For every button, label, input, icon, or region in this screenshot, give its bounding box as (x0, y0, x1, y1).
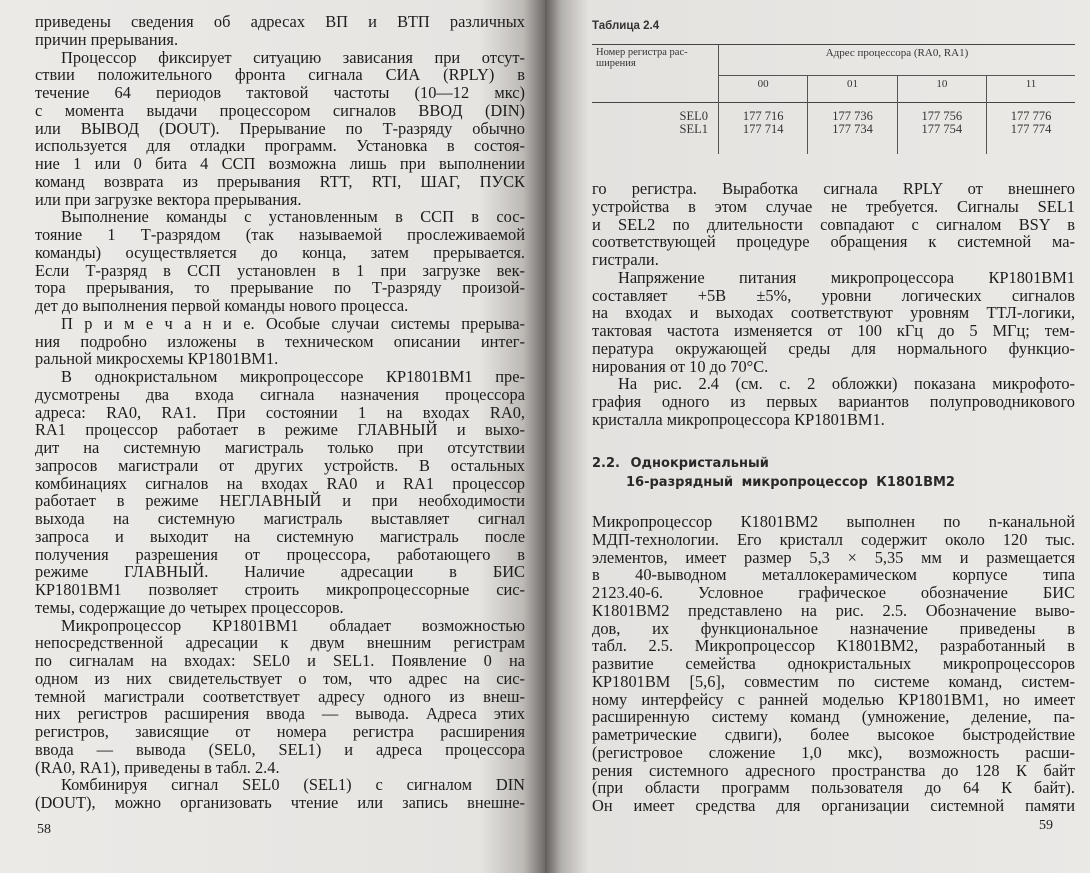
cell-value: 177 754 (921, 122, 963, 136)
right-page-text-bottom (592, 513, 1075, 815)
text-line: режиме ГЛАВНЫЙ. Наличие адресации в БИС (35, 562, 525, 582)
left-page-text (35, 13, 525, 812)
text-line: составляет +5В ±5%, уровни логических сигналов (592, 285, 1075, 305)
text-line: получения разрешения от процессора, работающего в (35, 544, 525, 564)
group-header: Адрес процессора (RA0, RA1) (719, 45, 1076, 76)
section-title-line2: 16-разрядный микропроцессор К1801ВМ2 (626, 475, 955, 490)
text-line: них регистров расширения ввода — вывода. Адреса этих (35, 704, 525, 724)
text-line: элементов, имеет размер 5,3 × 5,35 мм и размещается (592, 547, 1075, 567)
text-line: устройства в этом случае не требуется. Сигналы SEL1 (592, 196, 1075, 216)
text-line: пература окружающей среды для нормального функцио- (592, 338, 1075, 358)
text-line: Микропроцессор КР1801ВМ1 обладает возможностью (61, 615, 525, 635)
text-line: ние 1 или 0 бита 4 ССП возможна лишь при выполнении (35, 154, 525, 173)
text-line: комбинациях сигналов на входах RA0 и RA1 процессор (35, 473, 525, 493)
text-line: графия одного из первых вариантов полупроводникового (592, 392, 1075, 411)
table-cell (897, 103, 986, 155)
text-line: (при области программ пользователя до 64 К байт). (592, 778, 1075, 798)
cell-value: 177 716 (742, 109, 784, 123)
text-line: или при загрузке вектора прерывания. (35, 189, 302, 209)
text-line: В однокристальном микропроцессоре КР1801ВМ1 пре- (61, 367, 525, 386)
text-line: адреса: RA0, RA1. При состоянии 1 на входах RA0, (35, 402, 525, 422)
table-body-row (592, 103, 1075, 155)
cell-value: 177 774 (1010, 122, 1052, 136)
text-line: дит на системную магистраль только при отсутствии (35, 438, 525, 457)
text-line: (RA0, RA1), приведены в табл. 2.4. (35, 757, 280, 777)
text-line: кристалла микропроцессора КР1801ВМ1. (592, 409, 885, 429)
text-line: выхода на системную магистраль выставляет сигнал (35, 509, 525, 528)
text-line: рения системного адресного пространства до 128 К байт (592, 760, 1075, 780)
text-line: Выполнение команды с установленным в ССП в сос- (61, 207, 525, 227)
text-line: развитие семейства однокристальных микропроцессоров (592, 654, 1075, 673)
column-header: 10 (897, 76, 986, 103)
column-header: 01 (808, 76, 897, 103)
text-line: КР1801ВМ1 позволяет строить микропроцессорные сис- (35, 580, 525, 599)
table-2-4 (592, 20, 1077, 154)
page-number-left: 58 (37, 822, 51, 837)
column-header: 00 (719, 76, 808, 103)
cell-value: 177 756 (921, 109, 963, 123)
section-number: 2.2. (592, 456, 620, 471)
text-line: соответствующей процедуре обращения к системной ма- (592, 232, 1075, 252)
text-line: К1801ВМ2 представлено на рис. 2.5. Обозначение выво- (592, 600, 1075, 620)
text-line: и SEL2 по длительности совпадают с сигналом BSY в (592, 214, 1075, 234)
text-line: запроса и выходит на системную магистраль после (35, 526, 525, 546)
section-title-line1: Однокристальный (630, 456, 769, 471)
page-number-right: 59 (1039, 818, 1053, 833)
text-line: Процессор фиксирует ситуацию зависания при отсут- (61, 47, 525, 67)
text-line: темы, содержащие до четырех процессоров. (35, 597, 344, 617)
section-heading (592, 454, 955, 492)
text-line: Если Т-разряд в ССП установлен в 1 при загрузке век- (35, 260, 525, 280)
text-line: дусмотрены два входа сигнала назначения процессора (35, 384, 525, 404)
text-line: дов, их функциональное назначение приведены в (592, 618, 1075, 638)
text-line: тактовая частота изменяется от 100 кГц до 5 МГц; тем- (592, 321, 1075, 340)
text-line: Напряжение питания микропроцессора КР1801ВМ1 (618, 267, 1075, 287)
text-line: команды) осуществляется до конца, затем прерывается. (35, 242, 525, 262)
text-line: Микропроцессор К1801ВМ2 выполнен по n-канальной (592, 512, 1075, 531)
text-line: (DOUT), можно организовать чтение или запись внешне- (35, 793, 525, 812)
cell-value: 177 734 (832, 122, 873, 136)
text-line: по сигналам на входах: SEL0 и SEL1. Появление 0 на (35, 651, 525, 670)
text-line: дет до выполнения первой команды нового процесса. (35, 296, 409, 315)
table-cell (987, 103, 1075, 155)
text-line: КР1801ВМ [5,6], совместим по системе команд, систем- (592, 671, 1075, 691)
text-line: на входах и выходах соответствуют уровням ТТЛ-логики, (592, 303, 1075, 323)
text-line: Он имеет средства для организации системной памяти (592, 796, 1075, 815)
cell-value: 177 714 (742, 122, 784, 136)
text-line: ввода — вывода (SEL0, SEL1) и адреса процессора (35, 739, 525, 759)
text-line: запросов магистрали от других устройств. В остальных (35, 455, 525, 475)
text-line: тора прерывания, то прерывание по Т-разряду произой- (35, 278, 525, 298)
address-table (592, 44, 1075, 154)
text-line: раметрические сдвиги), более высокое быстродействие (592, 725, 1075, 744)
text-line: П р и м е ч а н и е. Особые случаи системы прерыва- (61, 313, 525, 333)
text-line: го регистра. Выработка сигнала RPLY от внешнего (592, 179, 1075, 198)
cell-value: 177 736 (832, 109, 873, 123)
right-page (545, 0, 1090, 873)
text-line: гистрали. (592, 250, 659, 269)
text-line: ствии положительного фронта сигнала СИА (RPLY) в (35, 65, 525, 85)
text-line: в 40-выводном металлокерамическом корпусе типа (592, 565, 1075, 585)
text-line: ному интерфейсу с ранней моделью КР1801ВМ1, но имеет (592, 689, 1075, 709)
text-line: На рис. 2.4 (см. с. 2 обложки) показана микрофото- (618, 374, 1075, 394)
text-line: приведены сведения об адресах ВП и ВТП различных (35, 12, 525, 31)
text-line: RA1 процессор работает в режиме ГЛАВНЫЙ и выхо- (35, 420, 525, 440)
text-line: Комбинируя сигнал SEL0 (SEL1) с сигналом DIN (61, 775, 525, 795)
text-line: работает в режиме НЕГЛАВНЫЙ и при необходимости (35, 491, 525, 511)
table-cell (808, 103, 897, 155)
text-line: команд возврата из прерывания RTT, RTI, ШАГ, ПУСК (35, 171, 525, 191)
right-page-text-top (592, 180, 1075, 429)
text-line: течение 64 периодов тактовой частоты (10—12 мкс) (35, 83, 525, 102)
text-line: нирования от 10 до 70°С. (592, 356, 769, 376)
text-line: причин прерывания. (35, 29, 179, 49)
row-label: SEL1 (679, 122, 708, 136)
row-header: Номер регистра рас-ширения (592, 45, 719, 103)
text-line: регистров, зависящие от номера регистра расширения (35, 722, 525, 741)
row-label: SEL0 (679, 109, 708, 123)
text-line: или ВЫВОД (DOUT). Прерывание по Т-разряду обычно (35, 118, 525, 138)
table-caption: Таблица 2.4 (592, 20, 660, 32)
text-line: используется для отладки программ. Установка в состоя- (35, 136, 525, 156)
text-line: темной магистрали соответствует адресу одного из внеш- (35, 686, 525, 706)
text-line: непосредственной адресации к двум внешним регистрам (35, 633, 525, 653)
text-line: табл. 2.5. Микропроцессор К1801ВМ2, разработанный в (592, 636, 1075, 656)
text-line: МДП-технологии. Его кристалл содержит около 120 тыс. (592, 529, 1075, 549)
column-header: 11 (987, 76, 1075, 103)
cell-value: 177 776 (1010, 109, 1052, 123)
text-line: тояние 1 Т-разрядом (так называемой прослеживаемой (35, 225, 525, 244)
text-line: ния подробно изложены в техническом описании интег- (35, 331, 525, 351)
table-cell (719, 103, 808, 155)
text-line: ральной микросхемы КР1801ВМ1. (35, 349, 279, 369)
row-labels (592, 103, 719, 155)
text-line: расширенную систему команд (умножение, деление, па- (592, 707, 1075, 727)
text-line: 2123.40-6. Условное графическое обозначение БИС (592, 583, 1075, 602)
text-line: одном из них свидетельствует о том, что адрес на сис- (35, 668, 525, 688)
text-line: с момента выдачи процессором сигналов ВВОД (DIN) (35, 100, 525, 120)
text-line: (регистровое сложение 1,0 мкс), возможность расши- (592, 742, 1075, 762)
